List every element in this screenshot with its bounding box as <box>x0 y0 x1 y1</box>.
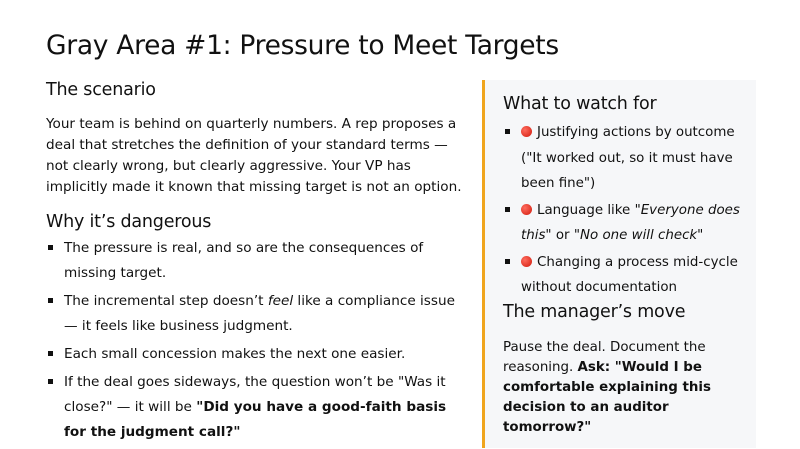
why-item <box>46 342 466 367</box>
why-list <box>46 236 466 445</box>
why-item-strong: "Did you have a good-faith basis for the judgment call?" <box>64 399 447 440</box>
why-item-emphasis: feel <box>267 293 294 309</box>
watch-heading: What to watch for <box>503 94 657 114</box>
watch-panel <box>482 80 756 448</box>
scenario-heading: The scenario <box>46 80 156 100</box>
watch-item-text: Justifying actions by outcome ("It worked out, so it must have been fine") <box>521 125 735 191</box>
watch-item <box>503 250 753 301</box>
watch-list <box>503 120 753 301</box>
why-heading: Why it’s dangerous <box>46 212 212 232</box>
bullet-square-icon <box>48 298 53 303</box>
move-heading: The manager’s move <box>503 301 686 322</box>
move-ask: Ask: "Would I be comfortable explaining this decision to an auditor tomorrow?" <box>503 359 711 435</box>
bullet-square-icon <box>48 351 53 356</box>
watch-item <box>503 120 753 197</box>
bullet-square-icon <box>505 207 510 212</box>
watch-item-quote-1: "Everyone does this" <box>521 202 740 243</box>
red-circle-icon <box>521 126 532 137</box>
why-item <box>46 289 466 339</box>
watch-item-quote-2: "No one will check" <box>573 228 704 243</box>
why-item-text: The pressure is real, and so are the consequences of missing target. <box>64 240 424 281</box>
slide-title: Gray Area #1: Pressure to Meet Targets <box>46 30 559 61</box>
why-item-text-b: like a compliance issue — it feels like business judgment. <box>64 293 455 334</box>
move-text <box>503 338 753 438</box>
red-circle-icon <box>521 204 532 215</box>
why-item-text-a: The incremental step doesn’t <box>64 293 268 309</box>
bullet-square-icon <box>505 259 510 264</box>
watch-item <box>503 198 753 249</box>
bullet-square-icon <box>48 245 53 250</box>
watch-item-text-b: or <box>551 228 574 243</box>
bullet-square-icon <box>505 129 510 134</box>
scenario-text: Your team is behind on quarterly numbers. A rep proposes a deal that stretches the definition of your standard terms — not clearly wrong, but clearly aggressive. Your VP has implicitly made it known that missing target is not an option. <box>46 116 462 195</box>
red-circle-icon <box>521 256 532 267</box>
watch-item-text-a: Language like <box>537 202 635 218</box>
left-column <box>46 80 466 448</box>
why-item-text: Each small concession makes the next one easier. <box>64 346 406 362</box>
watch-item-text: Changing a process mid-cycle without documentation <box>521 254 738 295</box>
why-item-text-a: If the deal goes sideways, the question won’t be "Was it close?" — it will be <box>64 374 446 415</box>
bullet-square-icon <box>48 379 53 384</box>
why-item <box>46 370 466 445</box>
why-item <box>46 236 466 286</box>
move-text-body: Pause the deal. Document the reasoning. <box>503 339 706 375</box>
